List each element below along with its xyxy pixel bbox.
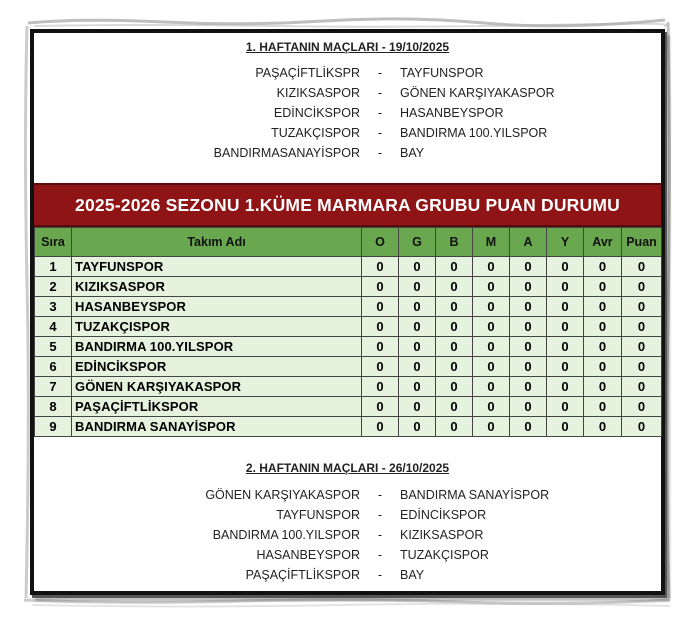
cell-played: 0	[362, 257, 399, 277]
cell-played: 0	[362, 377, 399, 397]
cell-rank: 6	[35, 357, 72, 377]
fixture-separator: -	[377, 106, 383, 120]
cell-played: 0	[362, 337, 399, 357]
table-row	[35, 337, 662, 357]
fixture-row	[34, 565, 661, 585]
cell-won: 0	[399, 377, 436, 397]
fixture-away: BAY	[400, 146, 425, 160]
cell-lost: 0	[473, 317, 510, 337]
cell-lost: 0	[473, 277, 510, 297]
cell-goals-for: 0	[510, 417, 547, 437]
cell-won: 0	[399, 417, 436, 437]
cell-won: 0	[399, 257, 436, 277]
cell-team: TAYFUNSPOR	[72, 257, 362, 277]
fixture-away: BAY	[400, 568, 425, 582]
fixture-row	[34, 83, 661, 103]
cell-drawn: 0	[436, 417, 473, 437]
cell-points: 0	[622, 277, 662, 297]
cell-goals-for: 0	[510, 297, 547, 317]
cell-won: 0	[399, 317, 436, 337]
cell-won: 0	[399, 277, 436, 297]
cell-won: 0	[399, 337, 436, 357]
table-header-row	[35, 228, 662, 257]
cell-points: 0	[622, 357, 662, 377]
cell-lost: 0	[473, 257, 510, 277]
cell-played: 0	[362, 297, 399, 317]
cell-goal-diff: 0	[584, 257, 622, 277]
cell-goals-against: 0	[547, 317, 584, 337]
cell-points: 0	[622, 337, 662, 357]
cell-goals-against: 0	[547, 377, 584, 397]
cell-goals-against: 0	[547, 337, 584, 357]
cell-goals-against: 0	[547, 397, 584, 417]
header-points: Puan	[622, 228, 662, 257]
week2-title: 2. HAFTANIN MAÇLARI - 26/10/2025	[245, 461, 450, 475]
fixture-home: BANDIRMASANAYİSPOR	[213, 146, 360, 160]
fixture-row	[34, 63, 661, 83]
standings-banner: 2025-2026 SEZONU 1.KÜME MARMARA GRUBU PUAN DURUMU	[34, 183, 661, 227]
header-drawn: B	[436, 228, 473, 257]
header-team: Takım Adı	[72, 228, 362, 257]
cell-team: BANDIRMA SANAYİSPOR	[72, 417, 362, 437]
cell-lost: 0	[473, 357, 510, 377]
cell-played: 0	[362, 397, 399, 417]
cell-rank: 7	[35, 377, 72, 397]
fixture-away: EDİNCİKSPOR	[400, 508, 487, 522]
table-row	[35, 277, 662, 297]
cell-points: 0	[622, 317, 662, 337]
cell-team: TUZAKÇISPOR	[72, 317, 362, 337]
week2-fixtures	[34, 485, 661, 585]
fixture-separator: -	[377, 66, 383, 80]
cell-lost: 0	[473, 337, 510, 357]
fixture-home: KIZIKSASPOR	[276, 86, 360, 100]
cell-rank: 8	[35, 397, 72, 417]
fixture-away: TUZAKÇISPOR	[400, 548, 489, 562]
standings-table	[34, 227, 662, 437]
cell-played: 0	[362, 357, 399, 377]
table-row	[35, 417, 662, 437]
fixture-away: BANDIRMA SANAYİSPOR	[400, 488, 550, 502]
table-row	[35, 357, 662, 377]
header-won: G	[399, 228, 436, 257]
cell-rank: 3	[35, 297, 72, 317]
cell-lost: 0	[473, 397, 510, 417]
cell-won: 0	[399, 357, 436, 377]
cell-won: 0	[399, 397, 436, 417]
cell-goals-against: 0	[547, 277, 584, 297]
cell-rank: 1	[35, 257, 72, 277]
cell-goals-against: 0	[547, 357, 584, 377]
fixture-home: EDİNCİKSPOR	[273, 106, 360, 120]
cell-goals-for: 0	[510, 317, 547, 337]
cell-rank: 2	[35, 277, 72, 297]
cell-goals-against: 0	[547, 257, 584, 277]
fixture-home: TUZAKÇISPOR	[271, 126, 360, 140]
fixture-home: PAŞAÇİFTLİKSPOR	[245, 568, 360, 582]
table-row	[35, 257, 662, 277]
cell-points: 0	[622, 417, 662, 437]
fixture-separator: -	[377, 548, 383, 562]
fixture-row	[34, 103, 661, 123]
cell-goal-diff: 0	[584, 317, 622, 337]
table-row	[35, 297, 662, 317]
cell-goals-for: 0	[510, 257, 547, 277]
brush-border-top	[24, 14, 669, 30]
cell-points: 0	[622, 397, 662, 417]
fixture-separator: -	[377, 568, 383, 582]
cell-rank: 5	[35, 337, 72, 357]
fixture-separator: -	[377, 86, 383, 100]
cell-goal-diff: 0	[584, 357, 622, 377]
header-played: O	[362, 228, 399, 257]
fixture-home: TAYFUNSPOR	[276, 508, 360, 522]
cell-lost: 0	[473, 297, 510, 317]
cell-goals-for: 0	[510, 357, 547, 377]
fixture-away: TAYFUNSPOR	[400, 66, 484, 80]
cell-team: PAŞAÇİFTLİKSPOR	[72, 397, 362, 417]
fixture-separator: -	[377, 528, 383, 542]
header-goal-diff: Avr	[584, 228, 622, 257]
fixture-away: BANDIRMA 100.YILSPOR	[400, 126, 548, 140]
cell-drawn: 0	[436, 397, 473, 417]
fixture-separator: -	[377, 488, 383, 502]
cell-goal-diff: 0	[584, 377, 622, 397]
header-goals-against: Y	[547, 228, 584, 257]
table-row	[35, 377, 662, 397]
cell-played: 0	[362, 277, 399, 297]
fixture-home: PAŞAÇİFTLİKSPR	[255, 66, 360, 80]
cell-team: GÖNEN KARŞIYAKASPOR	[72, 377, 362, 397]
fixture-separator: -	[377, 126, 383, 140]
cell-goal-diff: 0	[584, 417, 622, 437]
cell-drawn: 0	[436, 357, 473, 377]
cell-rank: 4	[35, 317, 72, 337]
cell-drawn: 0	[436, 337, 473, 357]
cell-goal-diff: 0	[584, 397, 622, 417]
cell-points: 0	[622, 257, 662, 277]
cell-drawn: 0	[436, 297, 473, 317]
fixture-away: HASANBEYSPOR	[400, 106, 504, 120]
fixture-row	[34, 143, 661, 163]
cell-rank: 9	[35, 417, 72, 437]
fixture-home: HASANBEYSPOR	[256, 548, 360, 562]
week1-fixtures	[34, 63, 661, 163]
header-rank: Sıra	[35, 228, 72, 257]
fixture-row	[34, 545, 661, 565]
cell-goals-for: 0	[510, 377, 547, 397]
cell-drawn: 0	[436, 277, 473, 297]
fixture-row	[34, 505, 661, 525]
fixture-separator: -	[377, 146, 383, 160]
week1-title: 1. HAFTANIN MAÇLARI - 19/10/2025	[245, 40, 450, 54]
cell-drawn: 0	[436, 317, 473, 337]
cell-played: 0	[362, 317, 399, 337]
fixture-away: KIZIKSASPOR	[400, 528, 484, 542]
cell-played: 0	[362, 417, 399, 437]
cell-drawn: 0	[436, 377, 473, 397]
cell-points: 0	[622, 297, 662, 317]
cell-lost: 0	[473, 377, 510, 397]
cell-points: 0	[622, 377, 662, 397]
header-lost: M	[473, 228, 510, 257]
cell-goal-diff: 0	[584, 337, 622, 357]
cell-team: KIZIKSASPOR	[72, 277, 362, 297]
standings-card	[30, 29, 665, 595]
table-row	[35, 317, 662, 337]
cell-goal-diff: 0	[584, 277, 622, 297]
fixture-home: GÖNEN KARŞIYAKASPOR	[205, 488, 360, 502]
fixture-home: BANDIRMA 100.YILSPOR	[212, 528, 360, 542]
cell-goal-diff: 0	[584, 297, 622, 317]
cell-goals-against: 0	[547, 297, 584, 317]
cell-goals-for: 0	[510, 277, 547, 297]
fixture-row	[34, 525, 661, 545]
cell-team: BANDIRMA 100.YILSPOR	[72, 337, 362, 357]
fixture-row	[34, 485, 661, 505]
brush-border-bottom	[20, 594, 675, 612]
fixture-row	[34, 123, 661, 143]
header-goals-for: A	[510, 228, 547, 257]
table-row	[35, 397, 662, 417]
cell-team: HASANBEYSPOR	[72, 297, 362, 317]
cell-goals-against: 0	[547, 417, 584, 437]
cell-goals-for: 0	[510, 337, 547, 357]
cell-team: EDİNCİKSPOR	[72, 357, 362, 377]
cell-drawn: 0	[436, 257, 473, 277]
fixture-away: GÖNEN KARŞIYAKASPOR	[400, 86, 555, 100]
cell-won: 0	[399, 297, 436, 317]
cell-goals-for: 0	[510, 397, 547, 417]
cell-lost: 0	[473, 417, 510, 437]
fixture-separator: -	[377, 508, 383, 522]
